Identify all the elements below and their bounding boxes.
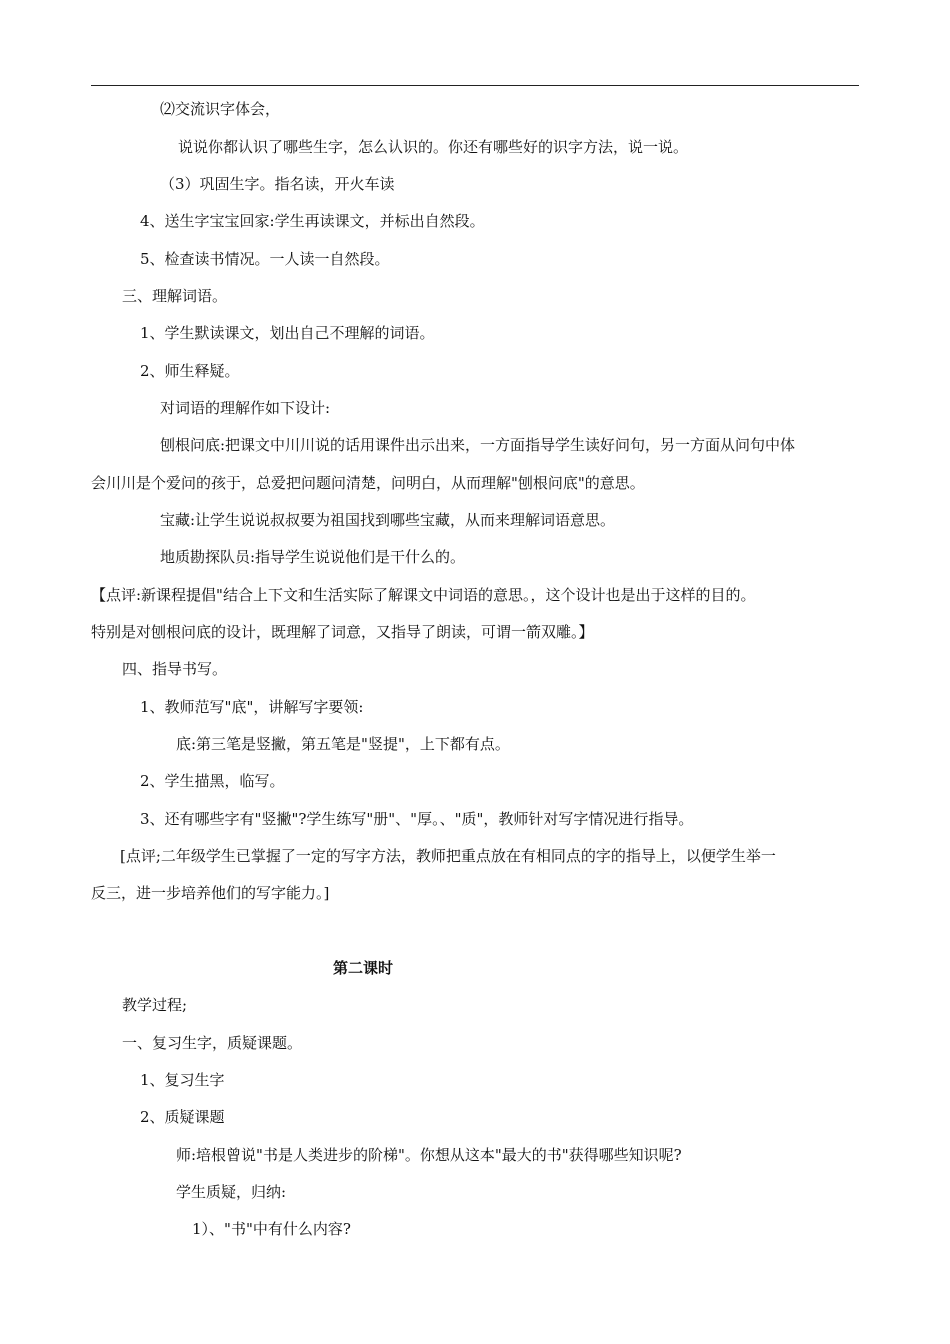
text-line: 1、学生默读课文，划出自己不理解的词语。: [140, 324, 435, 342]
comment-line: 特别是对刨根问底的设计，既理解了词意，又指导了朗读，可谓一箭双雕。】: [91, 623, 594, 641]
text-line: 2、师生释疑。: [140, 362, 240, 380]
text-line: 3、还有哪些字有"竖撇"?学生练写"册"、"厚。、"质"，教师针对写字情况进行指导。: [140, 810, 694, 828]
text-line: ⑵交流识字体会，: [160, 100, 281, 118]
text-line: 对词语的理解作如下设计:: [160, 399, 331, 417]
header-rule: [91, 85, 859, 86]
text-line: 说说你都认识了哪些生字，怎么认识的。你还有哪些好的识字方法，说一说。: [178, 138, 689, 156]
text-line: 4、送生字宝宝回家:学生再读课文，并标出自然段。: [140, 212, 485, 230]
comment-line: [点评;二年级学生已掌握了一定的写字方法，教师把重点放在有相同点的字的指导上，以便学生举一: [120, 847, 776, 865]
text-line: （3）巩固生字。指名读，开火车读: [160, 175, 395, 193]
text-line: 1、教师范写"底"，讲解写字要领:: [140, 698, 364, 716]
lesson-title: 第二课时: [333, 959, 394, 977]
text-line: 会川川是个爱问的孩于，总爱把问题问清楚，问明白，从而理解"刨根问底"的意思。: [91, 474, 645, 492]
text-line: 师:培根曾说"书是人类进步的阶梯"。你想从这本"最大的书"获得哪些知识呢?: [176, 1146, 682, 1164]
text-line: 地质勘探队员:指导学生说说他们是干什么的。: [160, 548, 466, 566]
text-line: 2、学生描黑，临写。: [140, 772, 285, 790]
section-heading: 三、理解词语。: [122, 287, 228, 305]
comment-line: 反三，进一步培养他们的写字能力。]: [91, 884, 330, 902]
text-line: 学生质疑，归纳:: [176, 1183, 287, 1201]
text-line: 1、复习生字: [140, 1071, 225, 1089]
section-heading: 一、复习生字，质疑课题。: [122, 1034, 303, 1052]
text-line: 教学过程;: [122, 996, 188, 1014]
text-line: 宝藏:让学生说说叔叔要为祖国找到哪些宝藏，从而来理解词语意思。: [160, 511, 616, 529]
text-line: 1）、"书"中有什么内容?: [192, 1220, 351, 1238]
text-line: 5、检查读书情况。一人读一自然段。: [140, 250, 390, 268]
section-heading: 四、指导书写。: [122, 660, 228, 678]
text-line: 刨根问底:把课文中川川说的话用课件出示出来，一方面指导学生读好问句，另一方面从问句中体: [160, 436, 796, 454]
text-line: 底:第三笔是竖撇，第五笔是"竖提"，上下都有点。: [176, 735, 510, 753]
text-line: 2、质疑课题: [140, 1108, 225, 1126]
comment-line: 【点评:新课程提倡"结合上下文和生活实际了解课文中词语的意思。，这个设计也是出于这样的目的。: [91, 586, 756, 604]
